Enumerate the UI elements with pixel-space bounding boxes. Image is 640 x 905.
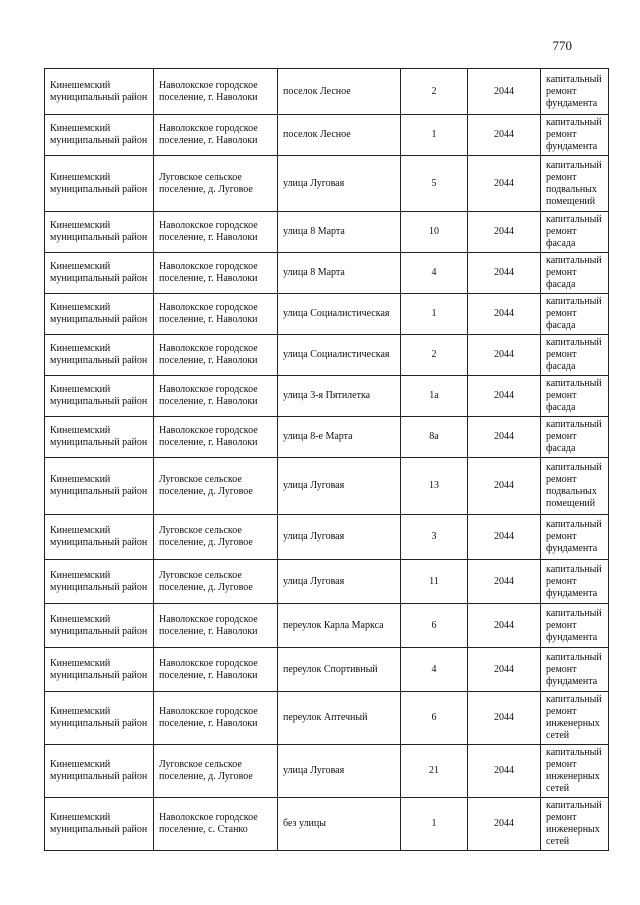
year-cell: 2044 — [468, 69, 541, 115]
table-row — [45, 458, 609, 515]
street-cell: улица Луговая — [278, 156, 401, 212]
table-row — [45, 560, 609, 604]
work-cell: капитальный ремонт фундамента — [541, 560, 609, 604]
settlement-cell: Луговское сельское поселение, д. Луговое — [154, 745, 278, 798]
district-cell: Кинешемский муниципальный район — [45, 69, 154, 115]
work-cell: капитальный ремонт фундамента — [541, 604, 609, 648]
district-cell: Кинешемский муниципальный район — [45, 156, 154, 212]
settlement-cell: Наволокское городское поселение, г. Наволоки — [154, 335, 278, 376]
work-cell: капитальный ремонт фундамента — [541, 515, 609, 560]
settlement-cell: Наволокское городское поселение, г. Наволоки — [154, 376, 278, 417]
street-cell: переулок Аптечный — [278, 692, 401, 745]
table-body — [45, 69, 609, 851]
settlement-cell: Наволокское городское поселение, г. Наволоки — [154, 212, 278, 253]
settlement-cell: Наволокское городское поселение, г. Наволоки — [154, 648, 278, 692]
house-cell: 8а — [401, 417, 468, 458]
settlement-cell: Наволокское городское поселение, г. Наволоки — [154, 692, 278, 745]
house-cell: 2 — [401, 335, 468, 376]
year-cell: 2044 — [468, 156, 541, 212]
work-cell: капитальный ремонт подвальных помещений — [541, 458, 609, 515]
table-row — [45, 335, 609, 376]
year-cell: 2044 — [468, 115, 541, 156]
table-row — [45, 798, 609, 851]
year-cell: 2044 — [468, 417, 541, 458]
work-cell: капитальный ремонт фасада — [541, 376, 609, 417]
table-row — [45, 604, 609, 648]
house-cell: 11 — [401, 560, 468, 604]
table-row — [45, 156, 609, 212]
house-cell: 6 — [401, 692, 468, 745]
table-row — [45, 253, 609, 294]
house-cell: 5 — [401, 156, 468, 212]
work-cell: капитальный ремонт фундамента — [541, 115, 609, 156]
district-cell: Кинешемский муниципальный район — [45, 515, 154, 560]
table-row — [45, 69, 609, 115]
year-cell: 2044 — [468, 560, 541, 604]
district-cell: Кинешемский муниципальный район — [45, 604, 154, 648]
year-cell: 2044 — [468, 294, 541, 335]
year-cell: 2044 — [468, 458, 541, 515]
table-row — [45, 648, 609, 692]
year-cell: 2044 — [468, 515, 541, 560]
work-cell: капитальный ремонт фундамента — [541, 69, 609, 115]
house-cell: 1 — [401, 798, 468, 851]
house-cell: 2 — [401, 69, 468, 115]
house-cell: 4 — [401, 253, 468, 294]
table-row — [45, 212, 609, 253]
work-cell: капитальный ремонт подвальных помещений — [541, 156, 609, 212]
district-cell: Кинешемский муниципальный район — [45, 335, 154, 376]
settlement-cell: Луговское сельское поселение, д. Луговое — [154, 156, 278, 212]
street-cell: улица Луговая — [278, 745, 401, 798]
year-cell: 2044 — [468, 648, 541, 692]
settlement-cell: Луговское сельское поселение, д. Луговое — [154, 458, 278, 515]
year-cell: 2044 — [468, 745, 541, 798]
year-cell: 2044 — [468, 253, 541, 294]
district-cell: Кинешемский муниципальный район — [45, 798, 154, 851]
work-cell: капитальный ремонт инженерных сетей — [541, 692, 609, 745]
street-cell: улица Луговая — [278, 458, 401, 515]
table-row — [45, 515, 609, 560]
street-cell: переулок Карла Маркса — [278, 604, 401, 648]
settlement-cell: Наволокское городское поселение, г. Наволоки — [154, 115, 278, 156]
table-row — [45, 417, 609, 458]
house-cell: 10 — [401, 212, 468, 253]
district-cell: Кинешемский муниципальный район — [45, 458, 154, 515]
work-cell: капитальный ремонт фасада — [541, 417, 609, 458]
district-cell: Кинешемский муниципальный район — [45, 692, 154, 745]
settlement-cell: Наволокское городское поселение, с. Станко — [154, 798, 278, 851]
house-cell: 1 — [401, 115, 468, 156]
work-cell: капитальный ремонт фундамента — [541, 648, 609, 692]
page-number: 770 — [552, 38, 572, 53]
district-cell: Кинешемский муниципальный район — [45, 212, 154, 253]
district-cell: Кинешемский муниципальный район — [45, 417, 154, 458]
house-cell: 3 — [401, 515, 468, 560]
settlement-cell: Наволокское городское поселение, г. Наволоки — [154, 417, 278, 458]
street-cell: улица Социалистическая — [278, 335, 401, 376]
street-cell: улица 8-е Марта — [278, 417, 401, 458]
table-row — [45, 376, 609, 417]
settlement-cell: Наволокское городское поселение, г. Наволоки — [154, 604, 278, 648]
street-cell: улица Луговая — [278, 515, 401, 560]
work-cell: капитальный ремонт фасада — [541, 253, 609, 294]
year-cell: 2044 — [468, 212, 541, 253]
district-cell: Кинешемский муниципальный район — [45, 648, 154, 692]
settlement-cell: Наволокское городское поселение, г. Наволоки — [154, 294, 278, 335]
table-row — [45, 692, 609, 745]
repair-schedule-table — [44, 68, 609, 851]
house-cell: 1а — [401, 376, 468, 417]
year-cell: 2044 — [468, 376, 541, 417]
settlement-cell: Наволокское городское поселение, г. Наволоки — [154, 69, 278, 115]
work-cell: капитальный ремонт фасада — [541, 335, 609, 376]
street-cell: улица 3-я Пятилетка — [278, 376, 401, 417]
street-cell: улица 8 Марта — [278, 212, 401, 253]
district-cell: Кинешемский муниципальный район — [45, 376, 154, 417]
district-cell: Кинешемский муниципальный район — [45, 253, 154, 294]
street-cell: без улицы — [278, 798, 401, 851]
work-cell: капитальный ремонт инженерных сетей — [541, 798, 609, 851]
house-cell: 1 — [401, 294, 468, 335]
house-cell: 4 — [401, 648, 468, 692]
district-cell: Кинешемский муниципальный район — [45, 294, 154, 335]
settlement-cell: Наволокское городское поселение, г. Наволоки — [154, 253, 278, 294]
settlement-cell: Луговское сельское поселение, д. Луговое — [154, 560, 278, 604]
year-cell: 2044 — [468, 604, 541, 648]
district-cell: Кинешемский муниципальный район — [45, 745, 154, 798]
work-cell: капитальный ремонт фасада — [541, 294, 609, 335]
settlement-cell: Луговское сельское поселение, д. Луговое — [154, 515, 278, 560]
house-cell: 21 — [401, 745, 468, 798]
street-cell: поселок Лесное — [278, 69, 401, 115]
table-row — [45, 745, 609, 798]
street-cell: улица 8 Марта — [278, 253, 401, 294]
house-cell: 6 — [401, 604, 468, 648]
street-cell: улица Социалистическая — [278, 294, 401, 335]
street-cell: переулок Спортивный — [278, 648, 401, 692]
house-cell: 13 — [401, 458, 468, 515]
district-cell: Кинешемский муниципальный район — [45, 560, 154, 604]
year-cell: 2044 — [468, 335, 541, 376]
table-row — [45, 294, 609, 335]
district-cell: Кинешемский муниципальный район — [45, 115, 154, 156]
street-cell: поселок Лесное — [278, 115, 401, 156]
work-cell: капитальный ремонт фасада — [541, 212, 609, 253]
street-cell: улица Луговая — [278, 560, 401, 604]
work-cell: капитальный ремонт инженерных сетей — [541, 745, 609, 798]
table-row — [45, 115, 609, 156]
year-cell: 2044 — [468, 798, 541, 851]
year-cell: 2044 — [468, 692, 541, 745]
